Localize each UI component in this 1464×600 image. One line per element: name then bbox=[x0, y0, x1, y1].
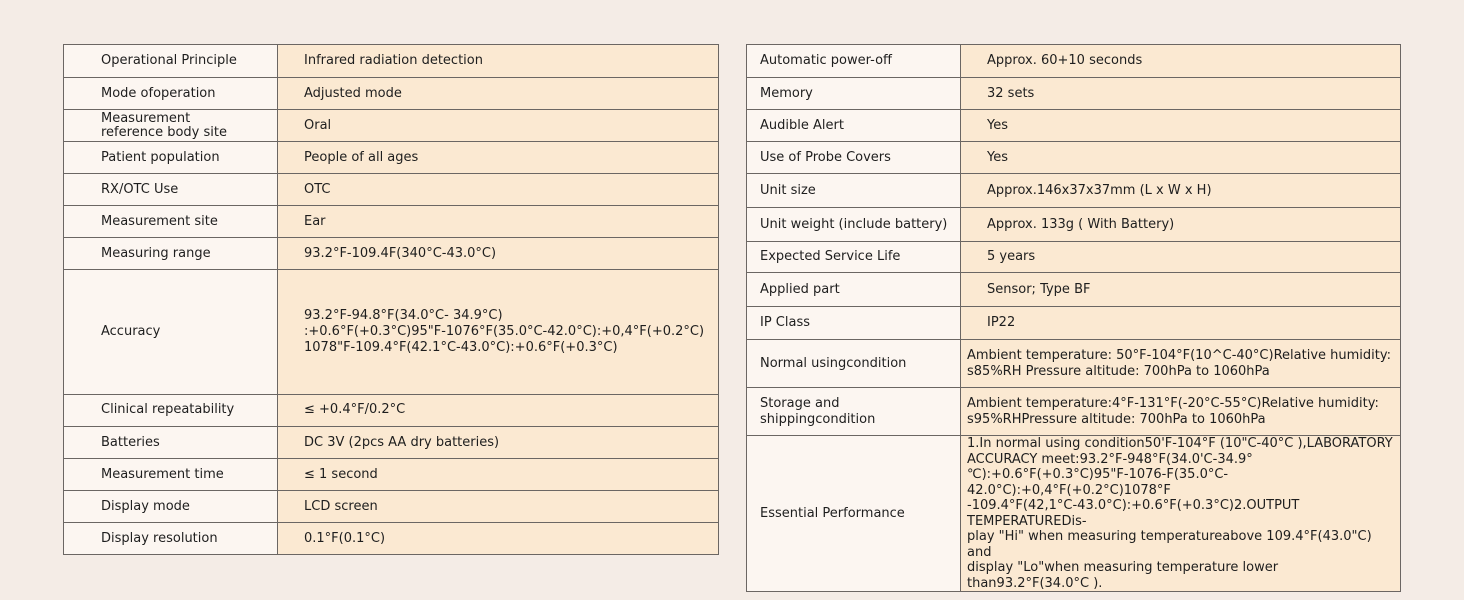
table-row bbox=[64, 174, 719, 206]
spec-value: 93.2°F-94.8°F(34.0°C- 34.9°C) :+0.6°F(+0.3°C)95"F-1076°F(35.0°C-42.0°C):+0,4°F(+0.2°C) 1078"F-109.4°F(42.1°C-43.0°C):+0.6°F(+0.3°C) bbox=[278, 270, 719, 394]
spec-label: RX/OTC Use bbox=[64, 174, 278, 206]
table-row bbox=[747, 208, 1401, 242]
spec-label: Operational Principle bbox=[64, 45, 278, 78]
table-row bbox=[64, 394, 719, 426]
spec-label: Measuring range bbox=[64, 238, 278, 270]
spec-label: Mode ofoperation bbox=[64, 78, 278, 110]
spec-value: Approx. 60+10 seconds bbox=[961, 45, 1401, 78]
table-row bbox=[747, 307, 1401, 340]
table-row bbox=[747, 340, 1401, 388]
table-row bbox=[64, 110, 719, 142]
spec-value: Ambient temperature: 50°F-104°F(10^C-40°C)Relative humidity: s85%RH Pressure altitude: 700hPa to 1060hPa bbox=[961, 340, 1401, 388]
table-row bbox=[747, 45, 1401, 78]
spec-value: 32 sets bbox=[961, 78, 1401, 110]
spec-value: LCD screen bbox=[278, 490, 719, 522]
spec-label: Display mode bbox=[64, 490, 278, 522]
table-row bbox=[64, 426, 719, 458]
spec-label: Memory bbox=[747, 78, 961, 110]
spec-value: 1.In normal using condition50'F-104°F (10"C-40°C ),LABORATORY ACCURACY meet:93.2°F-948°F(34.0'C-34.9° ℃):+0.6°F(+0.3°C)95"F-1076-F(35.0°C-42.0°C):+0,4°F(+0.2°C)1078°F -109.4°F(42,1°C-43.0°C):+0.6°F(+0.3°C)2.OUTPUT TEMPERATUREDis- play "Hi" when measuring temperatureabove 109.4°F(43.0"C) and display "Lo"when measuring temperature lower than93.2°F(34.0°C ). bbox=[961, 436, 1401, 592]
spec-label: Unit size bbox=[747, 174, 961, 208]
spec-value: ≤ 1 second bbox=[278, 458, 719, 490]
table-row bbox=[64, 458, 719, 490]
spec-label: Patient population bbox=[64, 142, 278, 174]
spec-value: Yes bbox=[961, 110, 1401, 142]
spec-value: IP22 bbox=[961, 307, 1401, 340]
spec-value: 93.2°F-109.4F(340°C-43.0°C) bbox=[278, 238, 719, 270]
table-row bbox=[747, 142, 1401, 174]
spec-value: Approx. 133g ( With Battery) bbox=[961, 208, 1401, 242]
table-row bbox=[64, 142, 719, 174]
spec-label: Automatic power-off bbox=[747, 45, 961, 78]
spec-value: Ambient temperature:4°F-131°F(-20°C-55°C)Relative humidity: s95%RHPressure altitude: 700hPa to 1060hPa bbox=[961, 388, 1401, 436]
spec-label: Normal usingcondition bbox=[747, 340, 961, 388]
spec-value: Yes bbox=[961, 142, 1401, 174]
table-row bbox=[747, 388, 1401, 436]
spec-value: ≤ +0.4°F/0.2°C bbox=[278, 394, 719, 426]
spec-label: Batteries bbox=[64, 426, 278, 458]
table-row bbox=[64, 270, 719, 394]
spec-value: Oral bbox=[278, 110, 719, 142]
table-row bbox=[747, 110, 1401, 142]
spec-value: 5 years bbox=[961, 242, 1401, 273]
table-row bbox=[747, 78, 1401, 110]
spec-label: Accuracy bbox=[64, 270, 278, 394]
spec-value: Adjusted mode bbox=[278, 78, 719, 110]
spec-value: Infrared radiation detection bbox=[278, 45, 719, 78]
specs-table-left bbox=[63, 44, 719, 555]
spec-label: Measurement time bbox=[64, 458, 278, 490]
spec-label: Applied part bbox=[747, 273, 961, 307]
spec-label: Unit weight (include battery) bbox=[747, 208, 961, 242]
table-row bbox=[747, 273, 1401, 307]
spec-label: Expected Service Life bbox=[747, 242, 961, 273]
spec-value: Ear bbox=[278, 206, 719, 238]
spec-label: Measurement site bbox=[64, 206, 278, 238]
table-row bbox=[64, 78, 719, 110]
table-row bbox=[747, 174, 1401, 208]
spec-label: Storage and shippingcondition bbox=[747, 388, 961, 436]
spec-label: IP Class bbox=[747, 307, 961, 340]
table-row bbox=[64, 206, 719, 238]
spec-label: Display resolution bbox=[64, 522, 278, 554]
spec-label: Measurement reference body site bbox=[64, 110, 278, 142]
spec-label: Use of Probe Covers bbox=[747, 142, 961, 174]
table-row bbox=[64, 522, 719, 554]
table-row bbox=[747, 436, 1401, 592]
table-row bbox=[747, 242, 1401, 273]
spec-value: DC 3V (2pcs AA dry batteries) bbox=[278, 426, 719, 458]
spec-value: People of all ages bbox=[278, 142, 719, 174]
table-row bbox=[64, 45, 719, 78]
spec-value: 0.1°F(0.1°C) bbox=[278, 522, 719, 554]
spec-value: Sensor; Type BF bbox=[961, 273, 1401, 307]
spec-value: Approx.146x37x37mm (L x W x H) bbox=[961, 174, 1401, 208]
spec-value: OTC bbox=[278, 174, 719, 206]
spec-label: Clinical repeatability bbox=[64, 394, 278, 426]
spec-label: Essential Performance bbox=[747, 436, 961, 592]
specs-table-right bbox=[746, 44, 1401, 592]
table-row bbox=[64, 490, 719, 522]
table-row bbox=[64, 238, 719, 270]
spec-label: Audible Alert bbox=[747, 110, 961, 142]
